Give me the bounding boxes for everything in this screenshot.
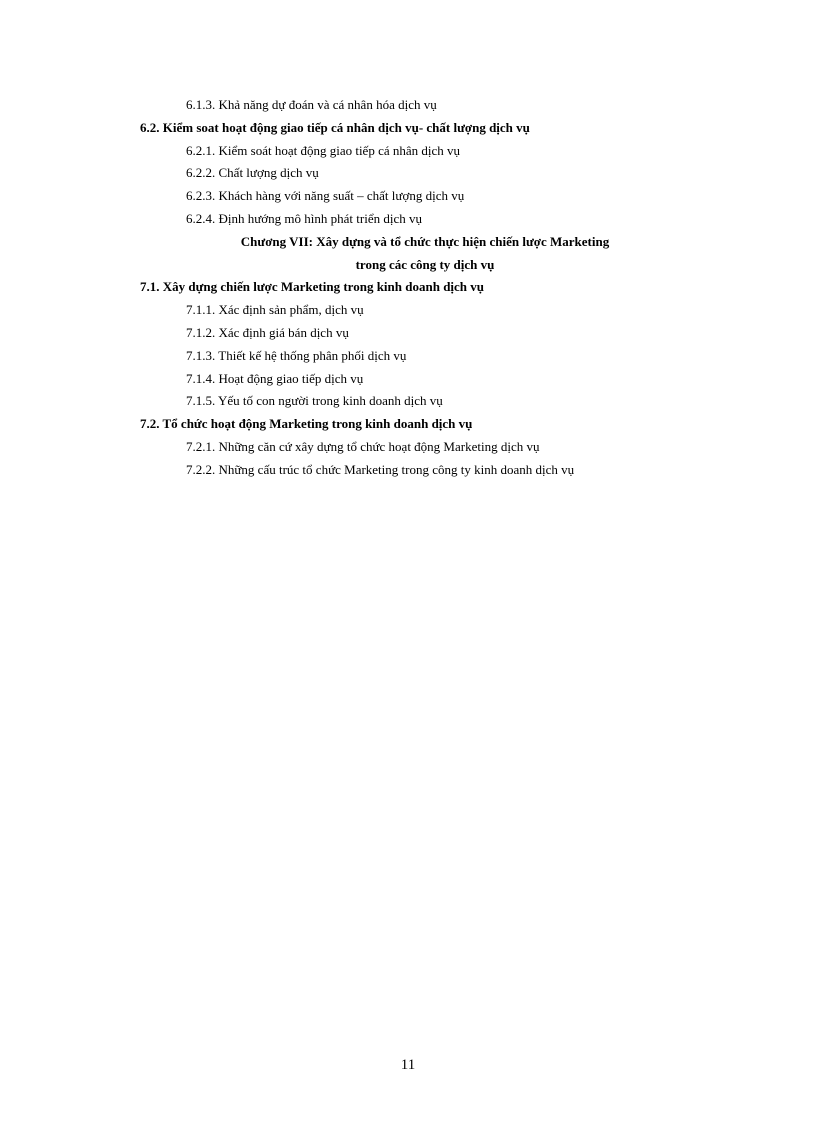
table-of-contents [140,94,710,482]
toc-section-6-2: 6.2. Kiểm soat hoạt động giao tiếp cá nhân dịch vụ- chất lượng dịch vụ [140,119,530,135]
toc-entry-7-2-1: 7.2.1. Những căn cứ xây dựng tổ chức hoạt động Marketing dịch vụ [186,438,540,454]
toc-entry-7-1-1: 7.1.1. Xác định sản phẩm, dịch vụ [186,302,364,318]
toc-entry-7-1-3: 7.1.3. Thiết kế hệ thống phân phối dịch vụ [186,347,407,363]
toc-entry-7-1-5: 7.1.5. Yếu tố con người trong kinh doanh dịch vụ [186,393,443,409]
page-number: 11 [400,1057,416,1073]
toc-entry-6-2-4: 6.2.4. Định hướng mô hình phát triển dịch vụ [186,210,422,226]
toc-entry-7-2-2: 7.2.2. Những cấu trúc tổ chức Marketing trong công ty kinh doanh dịch vụ [186,461,575,477]
toc-entry-7-1-2: 7.1.2. Xác định giá bán dịch vụ [186,324,349,340]
toc-entry-6-2-2: 6.2.2. Chất lượng dịch vụ [186,165,319,181]
toc-section-7-2: 7.2. Tổ chức hoạt động Marketing trong kinh doanh dịch vụ [140,416,473,432]
toc-section-7-1: 7.1. Xây dựng chiến lược Marketing trong kinh doanh dịch vụ [140,279,485,295]
chapter-title-line-1: Chương VII: Xây dựng và tổ chức thực hiện chiến lược Marketing [240,233,610,249]
toc-entry-6-2-3: 6.2.3. Khách hàng với năng suất – chất lượng dịch vụ [186,188,465,204]
toc-entry-7-1-4: 7.1.4. Hoạt động giao tiếp dịch vụ [186,370,364,386]
toc-entry-6-1-3: 6.1.3. Khả năng dự đoán và cá nhân hóa dịch vụ [186,97,437,112]
chapter-title-line-2: trong các công ty dịch vụ [355,256,495,272]
toc-entry-6-2-1: 6.2.1. Kiểm soát hoạt động giao tiếp cá nhân dịch vụ [186,142,461,158]
